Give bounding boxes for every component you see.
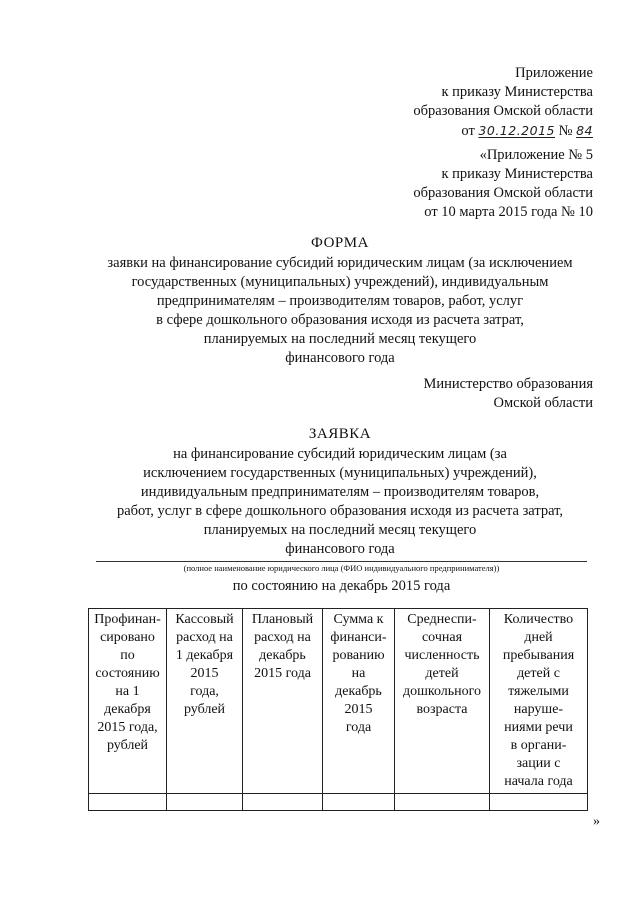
table-header-row <box>89 609 588 794</box>
table-header-line: детей <box>425 666 459 681</box>
table-header-line: ниями речи <box>504 720 573 735</box>
form-title: ФОРМА <box>311 235 369 251</box>
table-header-line: состоянию <box>95 666 160 681</box>
form-description-line: заявки на финансирование субсидий юридическим лицам (за исключением <box>107 255 573 271</box>
table-header-line: декабрь <box>259 648 306 663</box>
table-cell <box>490 794 588 811</box>
table-cell <box>323 794 395 811</box>
closing-quote: » <box>593 814 600 829</box>
table-header-cell <box>167 609 243 794</box>
table-header-line: Кассовый <box>175 612 234 627</box>
organization-name-caption: (полное наименование юридического лица (ФИО индивидуального предпринимателя)) <box>183 563 500 573</box>
table-cell <box>167 794 243 811</box>
annex-original-line3: образования Омской области <box>413 185 593 201</box>
table-header-line: Среднеспи- <box>407 612 477 627</box>
table-row <box>89 794 588 811</box>
annex-original-line2: к приказу Министерства <box>441 166 593 182</box>
as-of-date: по состоянию на декабрь 2015 года <box>232 578 451 594</box>
table-header-line: года, <box>190 684 219 699</box>
form-description <box>60 254 620 368</box>
form-description-line: предпринимателям – производителям товаров, работ, услуг <box>156 293 524 309</box>
table-header-line: тяжелыми <box>508 684 569 699</box>
table-header-line: декабря <box>104 702 151 717</box>
annex-current-order-ref <box>413 121 593 141</box>
form-description-line: в сфере дошкольного образования исходя из расчета затрат, <box>156 312 524 328</box>
table-header-line: начала года <box>504 774 573 789</box>
handwritten-date: 30.12.2015 <box>478 123 555 138</box>
annex-original-block <box>413 146 593 222</box>
from-prefix: от <box>461 123 475 139</box>
annex-original-line4: от 10 марта 2015 года № 10 <box>424 204 593 220</box>
application-title: ЗАЯВКА <box>308 426 372 442</box>
application-description <box>60 445 620 559</box>
number-sign: № <box>558 123 573 139</box>
table-header-line: наруше- <box>513 702 564 717</box>
addressee-block <box>423 375 593 413</box>
table-header-line: численность <box>404 648 480 663</box>
table-header-cell <box>490 609 588 794</box>
addressee-line2: Омской области <box>493 395 593 411</box>
application-description-line: работ, услуг в сфере дошкольного образования исходя из расчета затрат, <box>116 503 564 519</box>
table-header-line: пребывания <box>502 648 575 663</box>
table-header-line: Профинан- <box>94 612 161 627</box>
table-header-line: дошкольного <box>402 684 482 699</box>
table-header-line: сочная <box>421 630 463 645</box>
table-header-line: на 1 <box>115 684 140 699</box>
organization-name-field-line <box>96 561 587 562</box>
annex-current-line1: Приложение <box>515 65 593 81</box>
table-header-line: Сумма к <box>333 612 384 627</box>
table-header-line: 2015 <box>344 702 373 717</box>
annex-original-line1: «Приложение № 5 <box>479 147 593 163</box>
table-header-line: зации с <box>516 756 561 771</box>
table-header-line: Количество <box>503 612 574 627</box>
form-description-line: государственных (муниципальных) учреждений), индивидуальным <box>131 274 549 290</box>
table-header-cell <box>323 609 395 794</box>
table-header-line: детей с <box>517 666 560 681</box>
table-header-line: сировано <box>100 630 155 645</box>
table-cell <box>89 794 167 811</box>
table-cell <box>243 794 323 811</box>
table-header-line: расход на <box>254 630 311 645</box>
table-header-line: в органи- <box>510 738 567 753</box>
application-description-line: индивидуальным предпринимателям – производителям товаров, <box>140 484 540 500</box>
table-header-cell <box>395 609 490 794</box>
application-description-line: планируемых на последний месяц текущего <box>203 522 477 538</box>
table-header-line: рублей <box>106 738 149 753</box>
table-header-line: 2015 года, <box>97 720 158 735</box>
handwritten-number: 84 <box>576 123 593 138</box>
table-header-line: расход на <box>176 630 233 645</box>
table-header-line: рублей <box>183 702 226 717</box>
annex-current-block <box>413 64 593 141</box>
application-description-line: исключением государственных (муниципальных) учреждений), <box>143 465 537 481</box>
table-header-line: по <box>120 648 135 663</box>
table-header-line: на <box>351 666 366 681</box>
addressee-line1: Министерство образования <box>423 376 593 392</box>
annex-current-line2: к приказу Министерства <box>441 84 593 100</box>
subsidy-table <box>88 608 588 811</box>
table-header-line: 2015 <box>190 666 219 681</box>
form-description-line: финансового года <box>285 350 395 366</box>
annex-current-line3: образования Омской области <box>413 103 593 119</box>
table-header-line: Плановый <box>251 612 314 627</box>
table-header-line: 1 декабря <box>175 648 234 663</box>
table-header-line: декабрь <box>335 684 382 699</box>
table-header-line: года <box>345 720 372 735</box>
table-header-cell <box>89 609 167 794</box>
table-header-line: рованию <box>332 648 385 663</box>
application-description-line: финансового года <box>285 541 395 557</box>
application-description-line: на финансирование субсидий юридическим лицам (за <box>173 446 507 462</box>
table-header-line: возраста <box>416 702 468 717</box>
table-header-cell <box>243 609 323 794</box>
table-cell <box>395 794 490 811</box>
form-description-line: планируемых на последний месяц текущего <box>203 331 477 347</box>
table-header-line: 2015 года <box>254 666 311 681</box>
table-header-line: дней <box>524 630 553 645</box>
table-header-line: финанси- <box>330 630 387 645</box>
